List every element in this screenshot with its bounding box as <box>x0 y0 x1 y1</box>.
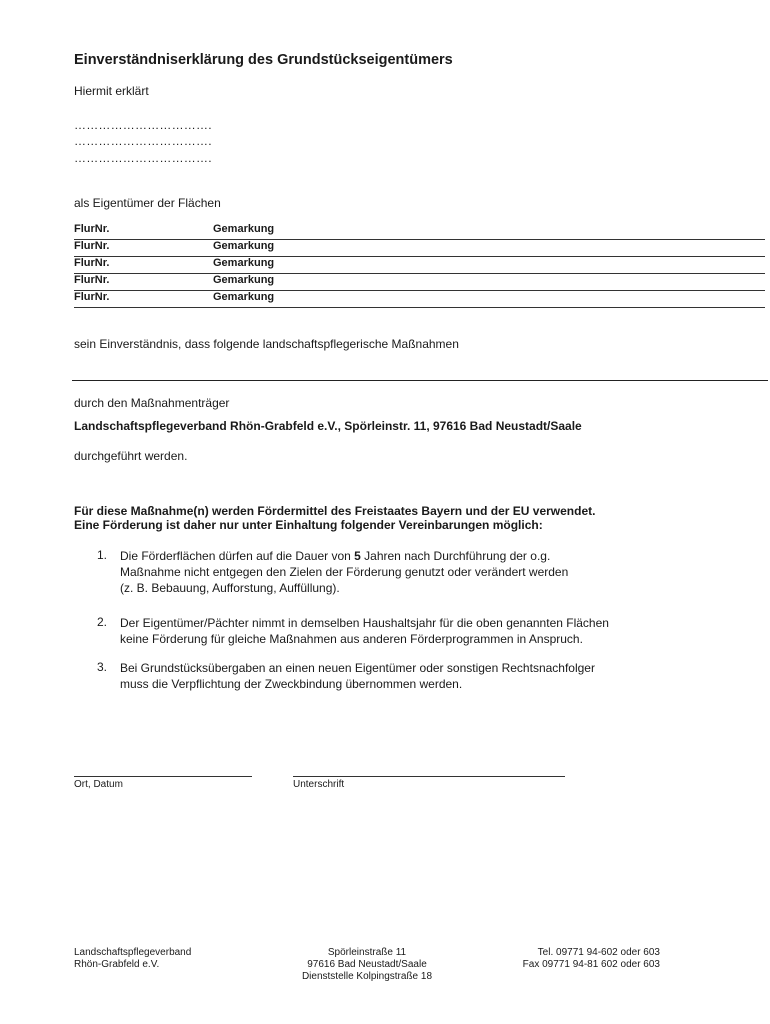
parcel-row <box>74 239 765 257</box>
place-date-line <box>74 776 252 777</box>
gemarkung-label: Gemarkung <box>213 223 275 235</box>
condition-text: Der Eigentümer/Pächter nimmt in demselben Haushaltsjahr für die oben genannten Flächen keine Förderung für gleiche Maßnahmen aus anderen Förderprogrammen in Anspruch. <box>120 616 609 646</box>
organization-text: Landschaftspflegeverband Rhön-Grabfeld e.V., Spörleinstr. 11, 97616 Bad Neustadt/Saale <box>74 419 582 433</box>
funding-heading: Eine Förderung ist daher nur unter Einhaltung folgender Vereinbarungen möglich: <box>74 518 543 532</box>
signature-label: Unterschrift <box>293 779 345 790</box>
condition-text: Bei Grundstücksübergaben an einen neuen Eigentümer oder sonstigen Rechtsnachfolger muss die Verpflichtung der Zweckbindung übernommen werden. <box>120 661 595 691</box>
flur-label: FlurNr. <box>74 291 110 303</box>
flur-label: FlurNr. <box>74 257 110 269</box>
flur-label: FlurNr. <box>74 240 110 252</box>
owner-name-blank: ……………………………. <box>74 118 212 132</box>
funding-heading: Für diese Maßnahme(n) werden Fördermittel des Freistaates Bayern und der EU verwendet. <box>74 504 596 518</box>
owner-name-blank: ……………………………. <box>74 134 212 148</box>
list-number: 3. <box>97 660 108 674</box>
owner-name-blank: ……………………………. <box>74 151 212 165</box>
condition-text: Die Förderflächen dürfen auf die Dauer von 5 Jahren nach Durchführung der o.g. Maßnahme nicht entgegen den Zielen der Förderung genutzt oder verändert werden (z. B. Bebauung, Aufforstung, Auffüllung). <box>120 549 569 595</box>
place-date-label: Ort, Datum <box>74 779 123 790</box>
signature-line <box>293 776 565 777</box>
consent-text: sein Einverständnis, dass folgende landschaftspflegerische Maßnahmen <box>74 337 459 351</box>
gemarkung-label: Gemarkung <box>213 291 275 303</box>
flur-label: FlurNr. <box>74 274 110 286</box>
owner-text: als Eigentümer der Flächen <box>74 196 221 210</box>
executed-text: durchgeführt werden. <box>74 449 188 463</box>
intro-text: Hiermit erklärt <box>74 84 149 98</box>
parcel-row <box>74 273 765 291</box>
measures-blank-line <box>72 380 768 381</box>
list-number: 2. <box>97 615 108 629</box>
gemarkung-label: Gemarkung <box>213 257 275 269</box>
parcel-row <box>74 290 765 308</box>
footer-center: Spörleinstraße 11 97616 Bad Neustadt/Saale Dienststelle Kolpingstraße 18 <box>301 947 433 982</box>
footer-left: Landschaftspflegeverband Rhön-Grabfeld e.V. <box>74 947 192 970</box>
by-text: durch den Maßnahmenträger <box>74 396 230 410</box>
document-title: Einverständniserklärung des Grundstückseigentümers <box>74 52 453 68</box>
list-number: 1. <box>97 548 108 562</box>
parcel-row <box>74 222 765 240</box>
gemarkung-label: Gemarkung <box>213 240 275 252</box>
parcel-row <box>74 256 765 274</box>
flur-label: FlurNr. <box>74 223 110 235</box>
gemarkung-label: Gemarkung <box>213 274 275 286</box>
footer-right: Tel. 09771 94-602 oder 603 Fax 09771 94-81 602 oder 603 <box>522 947 660 970</box>
